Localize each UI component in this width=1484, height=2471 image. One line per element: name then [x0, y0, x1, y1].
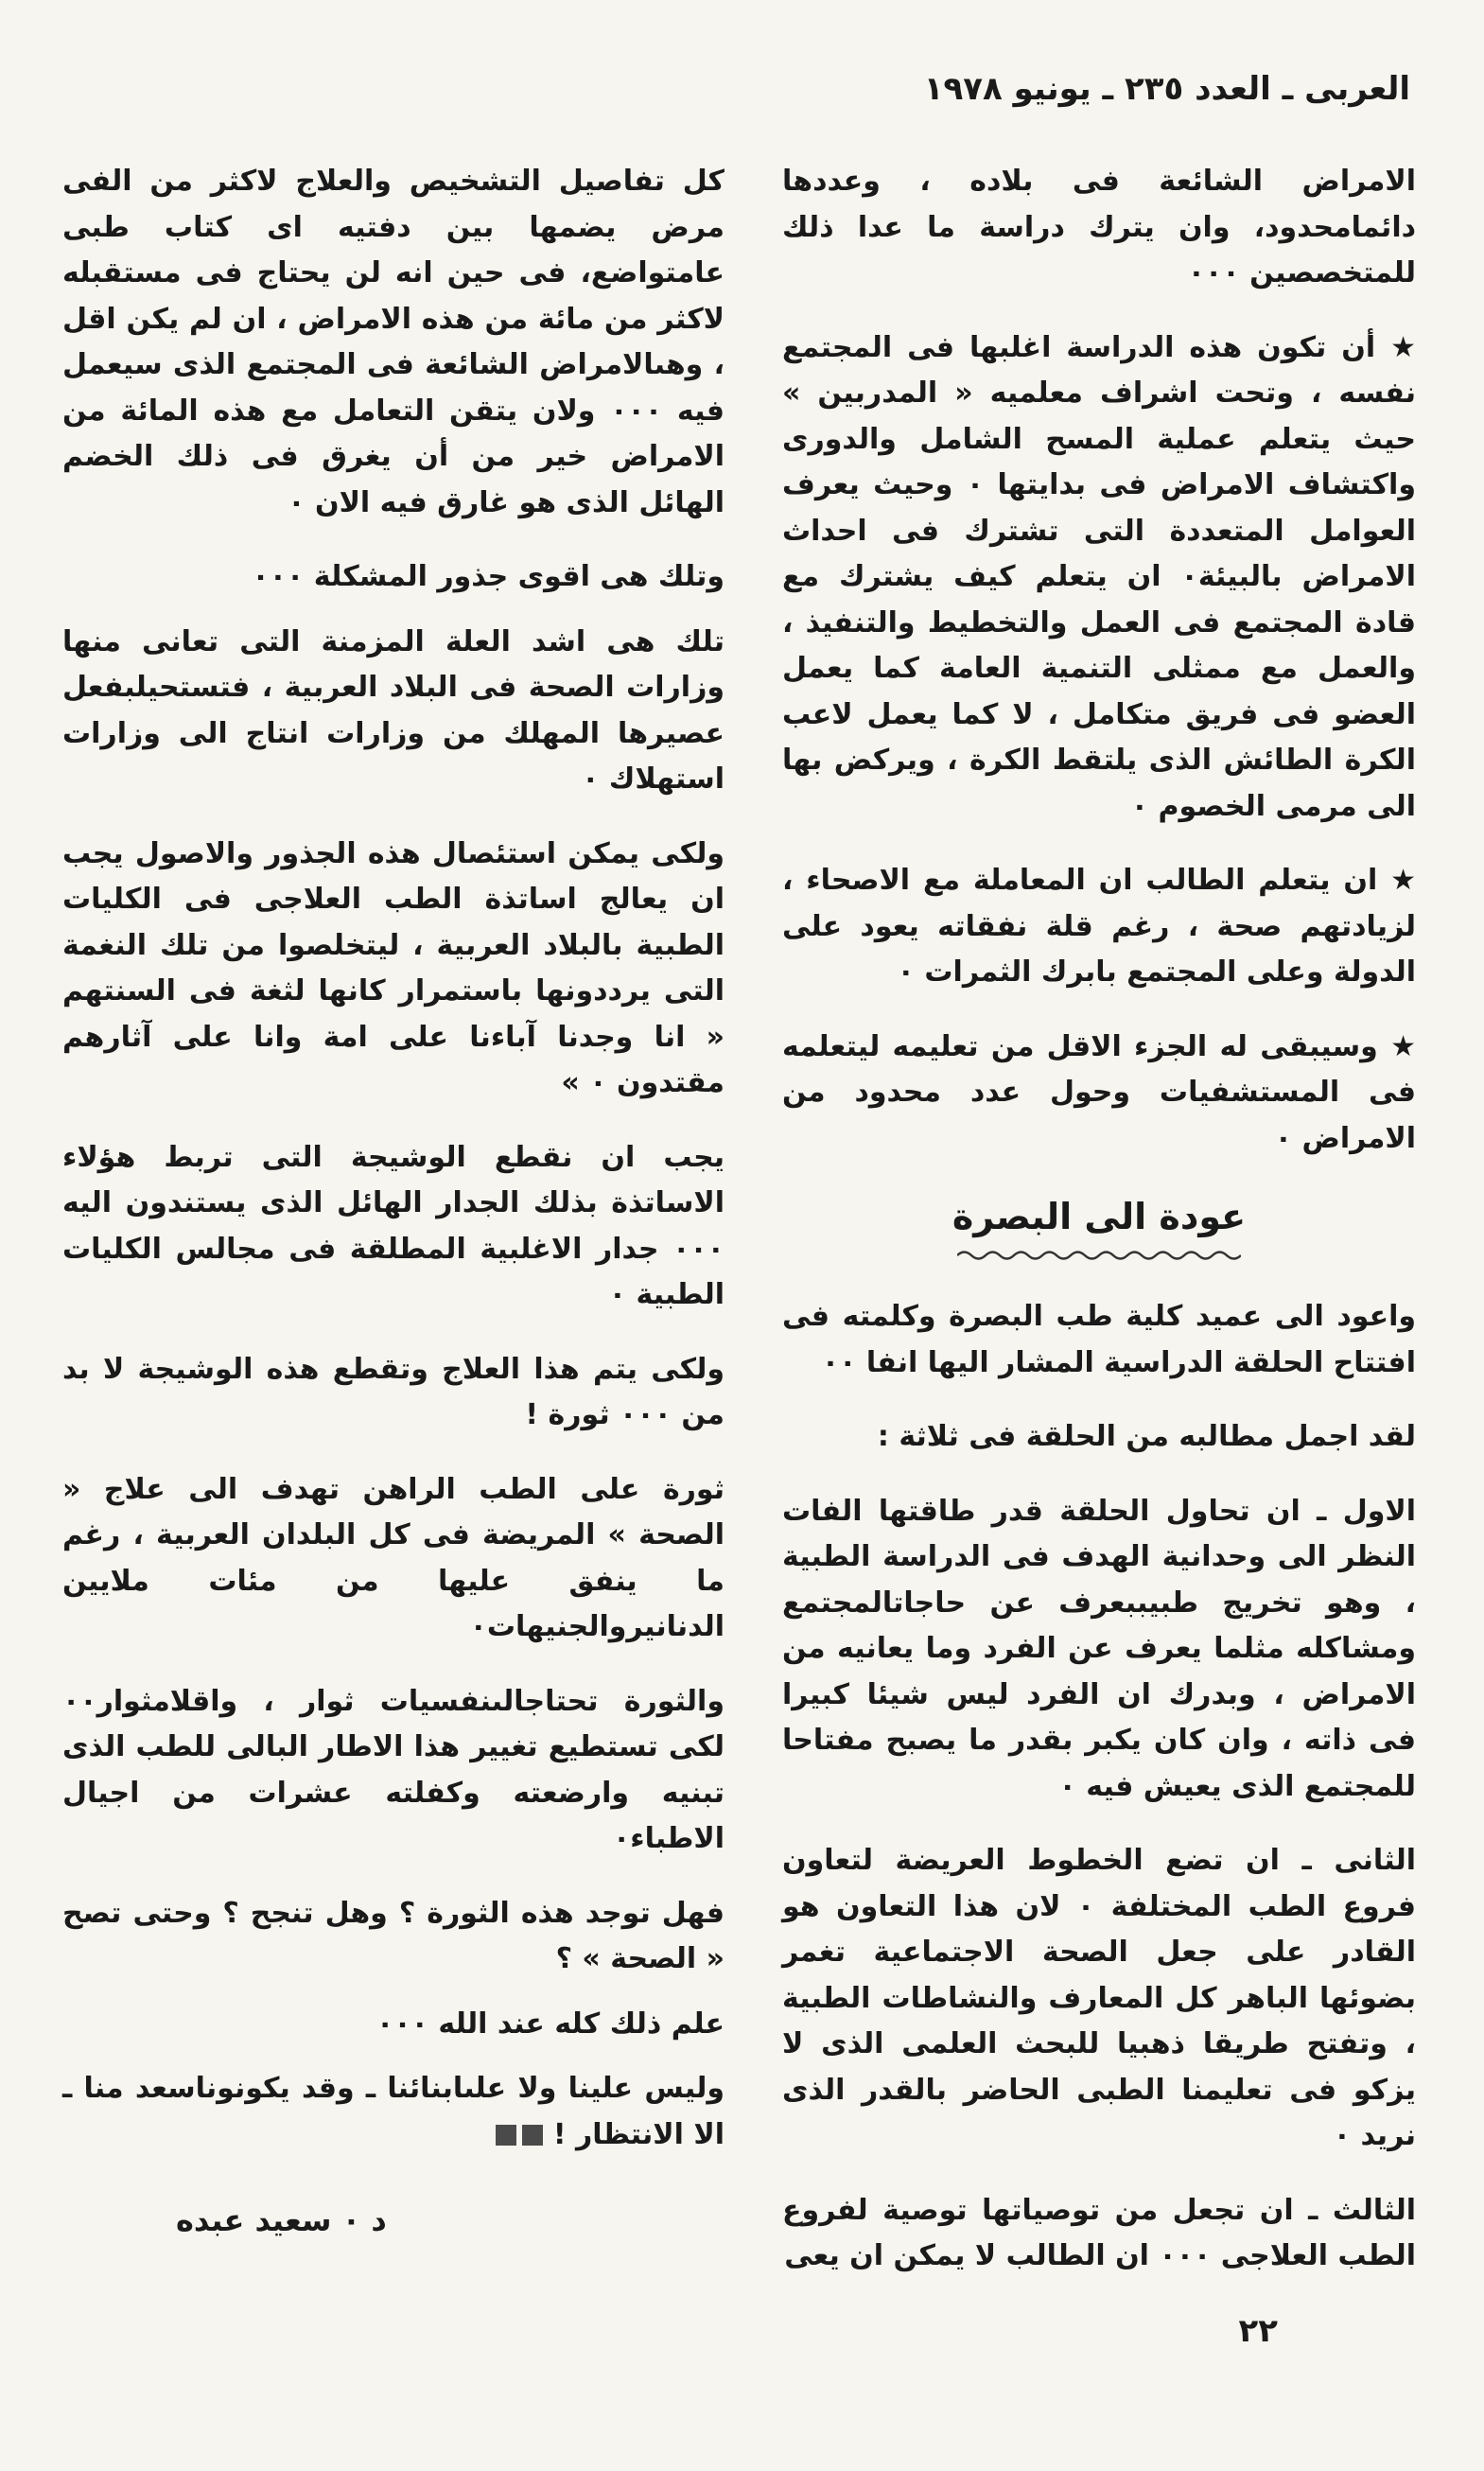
paragraph: ثورة على الطب الراهن تهدف الى علاج « الصحة » المريضة فى كل البلدان العربية ، رغم ما ينفق عليها من مئات ملايين الدنانيروالجنيهات٠ — [62, 1472, 725, 1643]
left-column — [62, 159, 725, 2244]
paragraph: الامراض الشائعة فى بلاده ، وعددها دائمامحدود، وان يترك دراسة ما عدا ذلك للمتخصصين ٠٠٠ — [782, 165, 1416, 289]
paragraph: يجب ان نقطع الوشيجة التى تربط هؤلاء الاساتذة بذلك الجدار الهائل الذى يستندون اليه ٠٠٠ جدار الاغلبية المطلقة فى مجالس الكليات الطبية ٠ — [62, 1140, 725, 1311]
paragraph: ولكى يمكن استئصال هذه الجذور والاصول يجب ان يعالج اساتذة الطب العلاجى فى الكليات الطبية بالبلاد العربية ، ليتخلصوا من تلك النغمة التى يرددونها باستمرار كانها لثغة فى السنتهم « انا وجدنا آباءنا على امة وانا على آثارهم مقتدون ٠ » — [62, 836, 725, 1099]
paragraph: علم ذلك كله عند الله ٠٠٠ — [376, 2007, 725, 2041]
closing-paragraph — [62, 2066, 725, 2158]
paragraph: ولكى يتم هذا العلاج وتقطع هذه الوشيجة لا بد من ٠٠٠ ثورة ! — [62, 1352, 725, 1431]
paragraph: ★ أن تكون هذه الدراسة اغلبها فى المجتمع نفسه ، وتحت اشراف معلميه « المدربين » حيث يتعلم عملية المسح الشامل والدورى واكتشاف الامراض فى بدايتها ٠ وحيث يعرف العوامل المتعددة التى تشترك فى احداث الامراض بالبيئة٠ ان يتعلم كيف يشترك مع قادة المجتمع فى العمل والتخطيط والتنفيذ ، والعمل مع ممثلى التنمية العامة كما يعمل العضو فى فريق متكامل ، لا كما يعمل لاعب الكرة الطائش الذى يلتقط الكرة ، ويركض بها الى مرمى الخصوم ٠ — [782, 330, 1416, 823]
paragraph: الثالث ـ ان تجعل من توصياتها توصية لفروع الطب العلاجى ٠٠٠ ان الطالب لا يمكن ان يعى — [782, 2193, 1416, 2272]
paragraph: كل تفاصيل التشخيص والعلاج لاكثر من الفى مرض يضمها بين دفتيه اى كتاب طبى عامتواضع، فى حين انه لن يحتاج فى مستقبله لاكثر من مائة من هذه الامراض ، ان لم يكن اقل ، وهىالامراض الشائعة فى المجتمع الذى سيعمل فيه ٠٠٠ ولان يتقن التعامل مع هذه المائة من الامراض خير من أن يغرق فى ذلك الخضم الهائل الذى هو غارق فيه الان ٠ — [62, 165, 725, 519]
end-of-article-marks-icon — [496, 2125, 543, 2146]
paragraph: تلك هى اشد العلة المزمنة التى تعانى منها وزارات الصحة فى البلاد العربية ، فتستحيلبفعل عصيرها المهلك من وزارات انتاج الى وزارات استهلاك ٠ — [62, 624, 725, 796]
running-header: العربى ـ العدد ٢٣٥ ـ يونيو ١٩٧٨ — [923, 70, 1410, 108]
section-heading-block — [782, 1192, 1416, 1262]
paragraph: الاول ـ ان تحاول الحلقة قدر طاقتها الفات النظر الى وحدانية الهدف فى الدراسة الطبية ، وهو تخريج طبيببعرف عن حاجاتالمجتمع ومشاكله مثلما يعرف عن الفرد وما يعانيه من الامراض ، وبدرك ان الفرد ليس شيئا كبيرا فى ذاته ، وان كان يكبر بقدر ما يصبح مفتاحا للمجتمع الذى يعيش فيه ٠ — [782, 1494, 1416, 1803]
paragraph: فهل توجد هذه الثورة ؟ وهل تنجح ؟ وحتى تصح « الصحة » ؟ — [62, 1896, 725, 1975]
paragraph: واعود الى عميد كلية طب البصرة وكلمته فى افتتاح الحلقة الدراسية المشار اليها انفا ٠٠ — [782, 1300, 1416, 1379]
paragraph: لقد اجمل مطالبه من الحلقة فى ثلاثة : — [877, 1420, 1416, 1453]
paragraph: الثانى ـ ان تضع الخطوط العريضة لتعاون فروع الطب المختلفة ٠ لان هذا التعاون هو القادر على جعل الصحة الاجتماعية تغمر بضوئها الباهر كل المعارف والنشاطات الطبية ، وتفتح طريقا ذهبيا للبحث العلمى الذى لا يزكو فى تعليمنا الطبى الحاضر بالقدر الذى نريد ٠ — [782, 1844, 1416, 2152]
right-column — [782, 159, 1416, 2308]
paragraph: والثورة تحتاجالىنفسيات ثوار ، واقلامثوار٠٠ لكى تستطيع تغيير هذا الاطار البالى للطب الذى تبنيه وارضعته وكفلته عشرات من اجيال الاطباء٠ — [62, 1684, 725, 1855]
paragraph: ★ وسيبقى له الجزء الاقل من تعليمه ليتعلمه فى المستشفيات وحول عدد محدود من الامراض ٠ — [782, 1029, 1416, 1155]
paragraph: وتلك هى اقوى جذور المشكلة ٠٠٠ — [252, 560, 725, 593]
wavy-underline-icon — [957, 1249, 1241, 1262]
section-heading: عودة الى البصرة — [952, 1196, 1247, 1237]
paragraph: ★ ان يتعلم الطالب ان المعاملة مع الاصحاء ، لزيادتهم صحة ، رغم قلة نفقاته يعود على الدولة وعلى المجتمع بابرك الثمرات ٠ — [782, 864, 1416, 989]
closing-text: وليس علينا ولا علىابنائنا ـ وقد يكونوناسعد منا ـ الا الانتظار ! — [62, 2072, 725, 2151]
page-number: ٢٢ — [1238, 2312, 1278, 2350]
author-signature: د ٠ سعيد عبده — [176, 2202, 387, 2238]
